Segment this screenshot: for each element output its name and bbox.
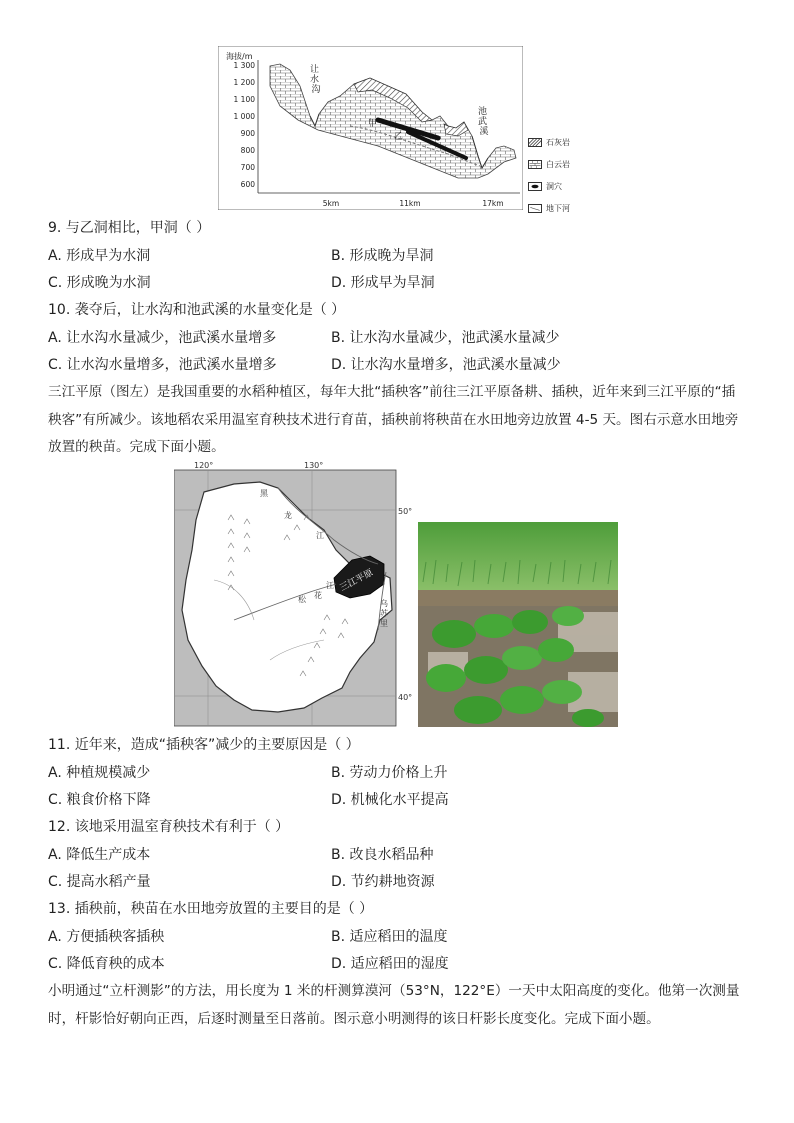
passage-3-line: 小明通过“立杆测影”的方法，用长度为 1 米的杆测算漠河（53°N，122°E）一天中太阳高度的变化。他第一次测量 (48, 983, 740, 999)
q12-stem: 12. 该地采用温室育秧技术有利于（ ） (48, 819, 290, 835)
lon-label-130: 130° (304, 461, 324, 470)
y-tick: 700 (240, 163, 255, 172)
q12-option-a: A. 降低生产成本 (48, 847, 151, 863)
label-jia: 甲 (368, 119, 378, 129)
lon-label-120: 120° (194, 461, 214, 470)
q13-option-b: B. 适应稻田的温度 (331, 929, 448, 945)
legend-label: 洞穴 (546, 181, 562, 191)
lat-label-40: 40° (398, 693, 413, 702)
y-tick: 1 200 (233, 78, 255, 87)
label-chi-wu-xi: 池 武 溪 (478, 107, 489, 137)
x-tick: 17km (482, 199, 504, 208)
river-label-char: 龙 (284, 511, 292, 520)
sanjiang-plain-map (174, 460, 414, 730)
passage-2-line: 三江平原（图左）是我国重要的水稻种植区，每年大批“插秧客”前往三江平原备耕、插秧，近年来到三江平原的“插 (48, 384, 736, 400)
field-bank (418, 590, 618, 606)
legend-item (528, 153, 608, 175)
q11-option-b: B. 劳动力价格上升 (331, 765, 448, 781)
q12-option-c: C. 提高水稻产量 (48, 874, 151, 890)
q11-option-c: C. 粮食价格下降 (48, 792, 151, 808)
river-label-char: 花 (314, 591, 322, 600)
river-label-char: 乌 (380, 599, 388, 608)
legend-item (528, 131, 608, 153)
passage-2-line: 秧客”有所减少。该地稻农采用温室育秧技术进行育苗，插秧前将秧苗在水田地旁边放置 4-5 天。图右示意水田地旁 (48, 412, 739, 428)
limestone-hatch-icon (528, 138, 542, 147)
q11-stem: 11. 近年来，造成“插秧客”减少的主要原因是（ ） (48, 737, 360, 753)
legend-item (528, 197, 608, 219)
y-tick: 600 (240, 180, 255, 189)
passage-2-line: 放置的秧苗。完成下面小题。 (48, 439, 225, 455)
q13-option-a: A. 方便插秧客插秧 (48, 929, 165, 945)
lat-label-50: 50° (398, 507, 413, 516)
y-tick: 900 (240, 129, 255, 138)
passage-3-line: 时，杆影恰好朝向正西，后逐时测量至日落前。图示意小明测得的该日杆影长度变化。完成下面小题。 (48, 1011, 660, 1027)
underground-river-icon (528, 204, 542, 213)
river-label-char: 黑 (260, 489, 268, 498)
q10-option-a: A. 让水沟水量减少，池武溪水量增多 (48, 330, 277, 346)
q10-option-b: B. 让水沟水量减少，池武溪水量减少 (331, 330, 560, 346)
y-tick: 1 000 (233, 112, 255, 121)
river-label-char: 里 (380, 619, 388, 628)
q10-option-c: C. 让水沟水量增多，池武溪水量增多 (48, 357, 277, 373)
rice-seedlings-photo (418, 522, 618, 727)
q9-option-c: C. 形成晚为水洞 (48, 275, 151, 291)
q9-option-a: A. 形成早为水洞 (48, 248, 151, 264)
q9-option-b: B. 形成晚为旱洞 (331, 248, 434, 264)
x-tick: 11km (399, 199, 421, 208)
legend-label: 地下河 (546, 203, 570, 213)
legend-item (528, 175, 608, 197)
q10-option-d: D. 让水沟水量增多，池武溪水量减少 (331, 357, 561, 373)
y-tick: 800 (240, 146, 255, 155)
geologic-profile-figure (218, 46, 523, 210)
label-yi: 乙 (394, 132, 404, 142)
river-label-char: 江 (316, 531, 324, 540)
y-tick: 1 300 (233, 61, 255, 70)
river-label-char: 松 (298, 595, 306, 604)
y-tick: 1 100 (233, 95, 255, 104)
q12-option-b: B. 改良水稻品种 (331, 847, 434, 863)
legend-label: 石灰岩 (546, 137, 570, 147)
label-rang-shui-gou: 让 水 沟 (310, 65, 321, 95)
sanjiang-plain-label: 三江平原 (338, 567, 375, 594)
cave-symbol-icon (528, 182, 542, 191)
q13-option-c: C. 降低育秧的成本 (48, 956, 165, 972)
q11-option-d: D. 机械化水平提高 (331, 792, 449, 808)
river-label-char: 苏 (380, 609, 388, 618)
q13-option-d: D. 适应稻田的湿度 (331, 956, 449, 972)
q9-option-d: D. 形成早为旱洞 (331, 275, 435, 291)
profile-legend (528, 131, 608, 219)
legend-label: 白云岩 (546, 159, 570, 169)
dolomite-brick-icon (528, 160, 542, 169)
q10-stem: 10. 袭夺后，让水沟和池武溪的水量变化是（ ） (48, 302, 346, 318)
river-label-char: 江 (326, 581, 334, 590)
x-tick: 5km (322, 199, 340, 208)
y-axis-label: 海拔/m (226, 52, 253, 61)
q12-option-d: D. 节约耕地资源 (331, 874, 435, 890)
q13-stem: 13. 插秧前，秧苗在水田地旁放置的主要目的是（ ） (48, 901, 374, 917)
q9-stem: 9. 与乙洞相比，甲洞（ ） (48, 220, 211, 236)
q11-option-a: A. 种植规模减少 (48, 765, 151, 781)
